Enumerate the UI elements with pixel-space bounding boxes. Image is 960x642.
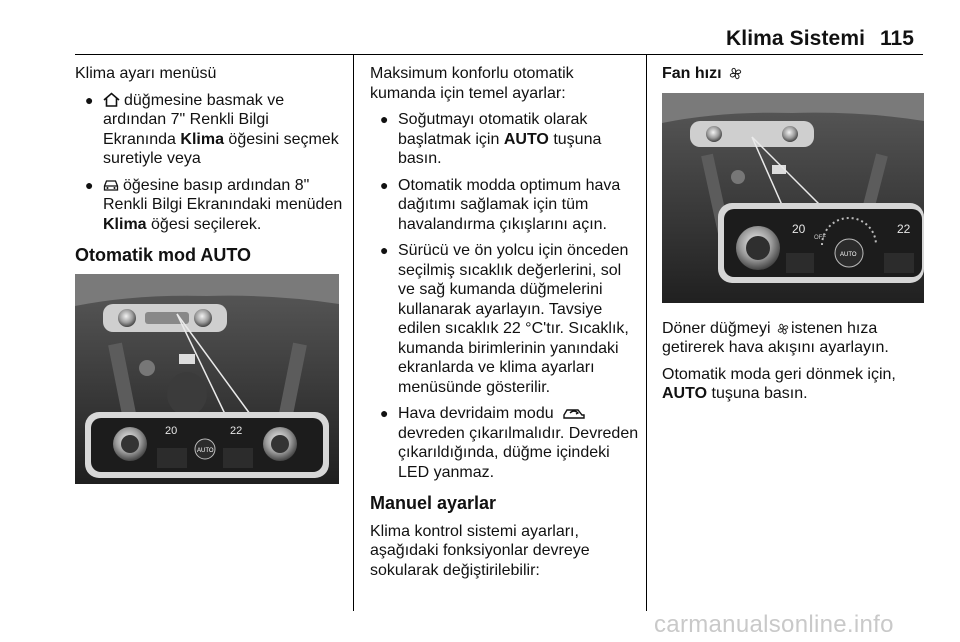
fan-icon [729,67,742,80]
climate-control-photo [75,274,339,484]
bullet-bold: Klima [103,215,147,233]
column-2 [370,64,640,587]
body-text: Klima kontrol sistemi ayarları, aşağıdaki fonksiyonlar devreye sokularak değiştirilebilir: [370,522,590,579]
bullet-text: Otomatik modda optimum hava dağıtımı sağlamak için tüm havalandırma çıkışlarını açın. [398,176,621,233]
bullet-text: Soğutmayı otomatik olarak başlatmak için [398,111,588,148]
bullet-dot: ● [380,405,389,421]
bullet-text: Sürücü ve ön yolcu için önceden seçilmiş sıcaklık değerlerini, sol ve sağ kumanda düğmelerini kullanarak ayarlayın. Tavsiye edilen sıcaklık 22 °C'tır. Sıcaklık, kumanda birimlerinin yanındaki ekranlarda ve klima ayarları menüsünde gösterilir. [398,242,629,396]
intro-text: Maksimum konforlu otomatik kumanda için temel ayarlar: [370,65,574,102]
column-divider-2 [646,55,647,611]
fan-speed-heading: Fan hızı [662,65,722,82]
bullet-text: öğesine basıp ardından 8" Renkli Bilgi Ekranındaki menüden [103,176,343,213]
bullet-tail: öğesi seçilerek. [146,215,262,233]
panel-temp-left: 20 [792,221,806,236]
page-number: 115 [880,27,914,50]
fan-icon [777,323,789,335]
section-heading [662,64,928,84]
list-item [370,176,640,235]
body-text-lead: Otomatik moda geri dönmek için, [662,365,896,383]
panel-temp-left: 20 [165,424,178,437]
body-text [662,365,928,404]
page-title: Klima Sistemi [726,27,866,50]
body-text-lead: Döner düğmeyi [662,319,771,337]
header-divider [75,54,923,55]
section-heading: Manuel ayarlar [370,493,497,513]
car-icon [103,179,119,192]
bullet-bold: AUTO [503,130,549,148]
section-heading: Otomatik mod AUTO [75,245,252,265]
panel-auto-label: AUTO [840,251,857,258]
body-text-tail: tuşuna basın. [707,385,808,402]
list-item [370,404,640,482]
panel-temp-right: 22 [897,221,911,236]
bullet-dot: ● [85,176,94,193]
watermark: carmanualsonline.info [654,611,894,638]
column-3 [662,64,928,411]
list-item [370,241,640,397]
bullet-dot: ● [380,111,389,127]
panel-auto-label: AUTO [197,447,214,454]
bullet-bold: Klima [180,130,224,148]
bullet-text: düğmesine basmak ve ardından 7" Renkli Bilgi Ekranında [103,91,285,148]
list-item [75,91,343,169]
body-text [662,319,928,358]
intro-text: Klima ayarı menüsü [75,65,217,82]
column-1 [75,64,343,498]
climate-control-photo [662,93,924,303]
bullet-text: Hava devridaim modu [398,405,554,422]
list-item [75,176,343,235]
bullet-dot: ● [380,242,389,258]
body-text-bold: AUTO [662,385,708,402]
bullet-dot: ● [380,176,389,193]
bullet-dot: ● [85,91,94,108]
column-divider-1 [353,55,354,611]
panel-off-label: OFF [814,234,826,241]
panel-temp-right: 22 [230,424,243,437]
recirculation-icon [562,406,586,420]
list-item [370,110,640,169]
bullet-tail: tuşuna basın. [398,130,602,167]
home-icon [103,92,120,107]
bullet-tail: öğesini seçmek suretiyle veya [103,130,339,167]
body-text-tail: istenen hıza getirerek hava akışını ayarlayın. [662,319,889,356]
bullet-tail: devreden çıkarılmalıdır. Devreden çıkarıldığında, düğme içindeki LED yanmaz. [398,424,639,481]
